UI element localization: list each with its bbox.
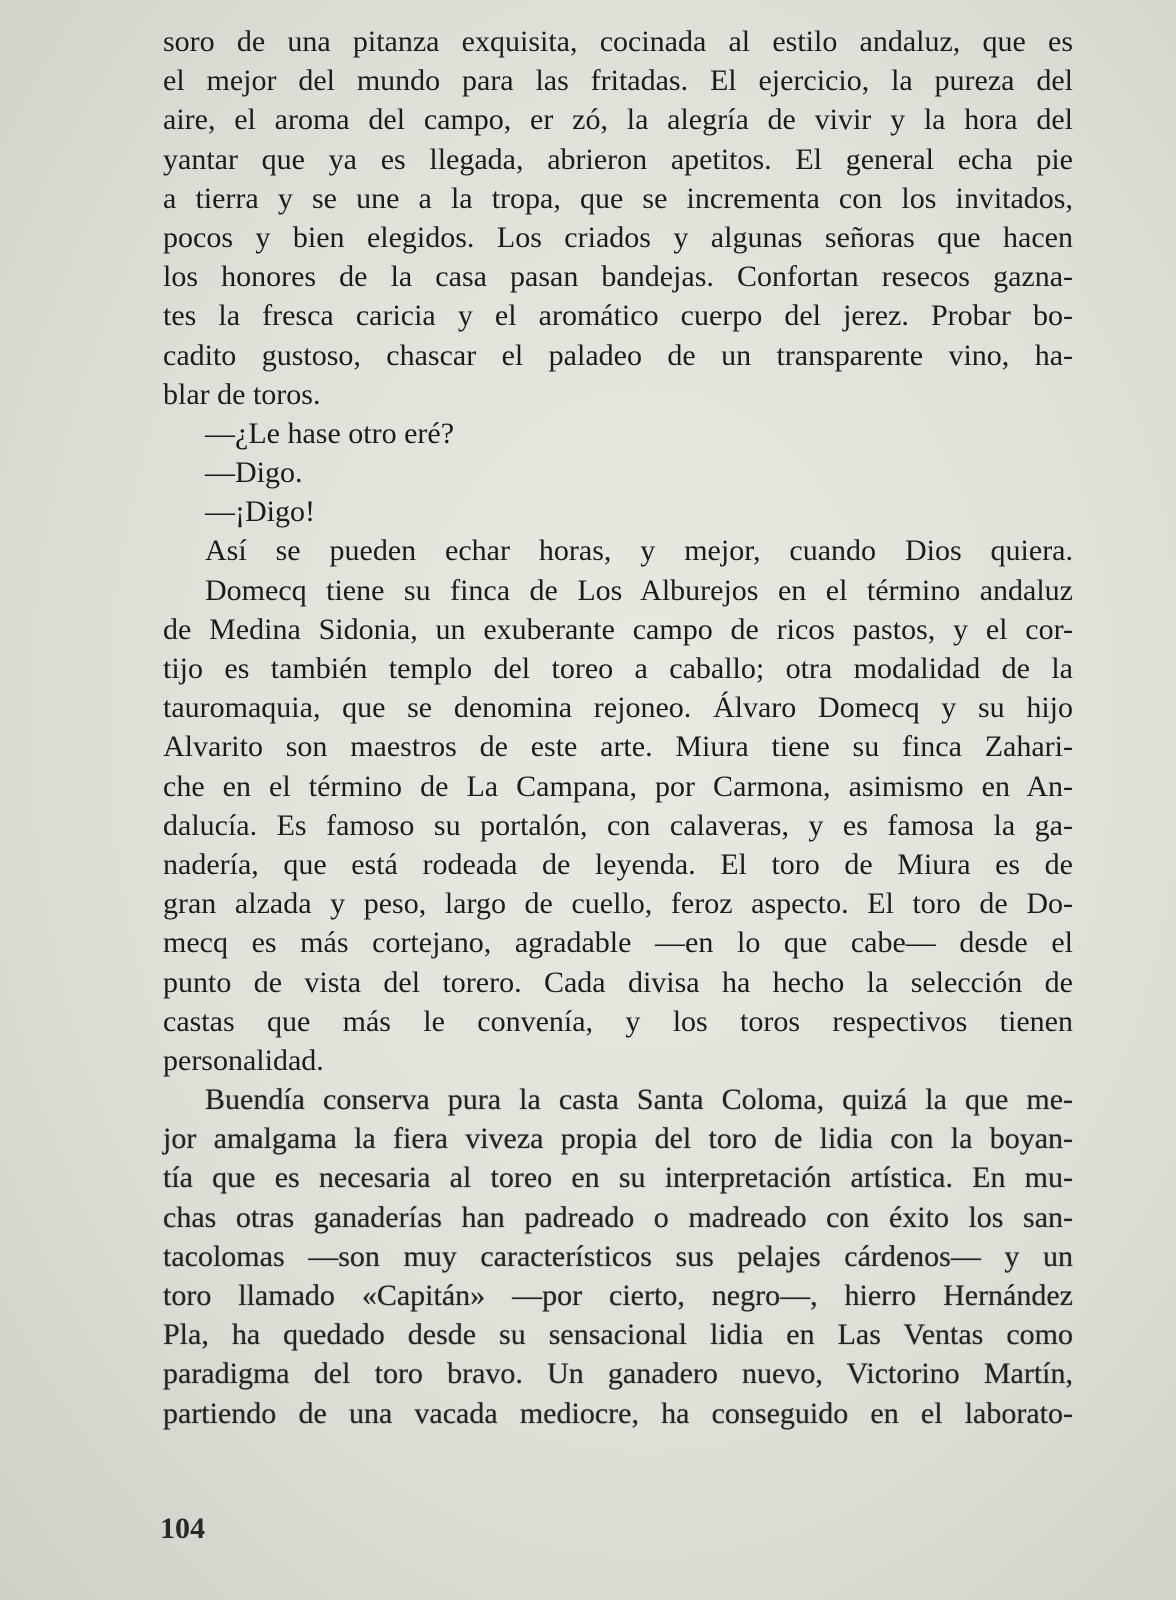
text-line: gran alzada y peso, largo de cuello, feroz aspecto. El toro de Do- [163, 887, 1073, 921]
text-line: —¿Le hase otro eré? [205, 416, 455, 450]
text-line: chas otras ganaderías han padreado o madreado con éxito los san- [163, 1200, 1073, 1234]
text-line: —Digo. [205, 456, 303, 490]
text-line: partiendo de una vacada mediocre, ha conseguido en el laborato- [163, 1396, 1073, 1430]
text-line: soro de una pitanza exquisita, cocinada al estilo andaluz, que es [163, 25, 1073, 58]
text-line: tes la fresca caricia y el aromático cuerpo del jerez. Probar bo- [163, 299, 1073, 333]
text-line: dalucía. Es famoso su portalón, con calaveras, y es famosa la ga- [163, 808, 1073, 842]
text-line: personalidad. [163, 1043, 324, 1077]
text-line: Domecq tiene su finca de Los Alburejos en el término andaluz [205, 573, 1073, 607]
text-line: mecq es más cortejano, agradable —en lo que cabe— desde el [163, 926, 1073, 960]
text-line: Alvarito son maestros de este arte. Miura tiene su finca Zahari- [163, 730, 1073, 764]
text-line: a tierra y se une a la tropa, que se incrementa con los invitados, [163, 181, 1073, 215]
text-line: jor amalgama la fiera viveza propia del toro de lidia con la boyan- [163, 1122, 1073, 1156]
text-line: punto de vista del torero. Cada divisa ha hecho la selección de [163, 965, 1073, 999]
text-line: paradigma del toro bravo. Un ganadero nuevo, Victorino Martín, [163, 1357, 1073, 1391]
text-line: cadito gustoso, chascar el paladeo de un transparente vino, ha- [163, 338, 1073, 372]
text-line: tacolomas —son muy característicos sus pelajes cárdenos— y un [163, 1239, 1073, 1273]
body-text [163, 22, 1073, 1433]
text-line: blar de toros. [163, 377, 321, 411]
text-line: los honores de la casa pasan bandejas. Confortan resecos gazna- [163, 260, 1073, 294]
text-line: de Medina Sidonia, un exuberante campo de ricos pastos, y el cor- [163, 612, 1073, 646]
text-line: tijo es también templo del toreo a caballo; otra modalidad de la [163, 652, 1073, 685]
text-line: nadería, que está rodeada de leyenda. El toro de Miura es de [163, 847, 1073, 881]
text-line: tía que es necesaria al toreo en su interpretación artística. En mu- [163, 1161, 1073, 1195]
text-line: el mejor del mundo para las fritadas. El ejercicio, la pureza del [163, 64, 1073, 98]
text-line: che en el término de La Campana, por Carmona, asimismo en An- [163, 769, 1073, 803]
text-line: tauromaquia, que se denomina rejoneo. Álvaro Domecq y su hijo [163, 691, 1073, 725]
text-line: —¡Digo! [205, 495, 315, 529]
page-number: 104 [160, 1512, 205, 1545]
text-line: pocos y bien elegidos. Los criados y algunas señoras que hacen [163, 220, 1073, 254]
text-line: aire, el aroma del campo, er zó, la alegría de vivir y la hora del [163, 103, 1073, 137]
text-line: castas que más le convenía, y los toros respectivos tienen [163, 1004, 1073, 1038]
text-line: Pla, ha quedado desde su sensacional lidia en Las Ventas como [163, 1318, 1073, 1352]
text-line: yantar que ya es llegada, abrieron apetitos. El general echa pie [163, 142, 1073, 176]
text-line: toro llamado «Capitán» —por cierto, negro—, hierro Hernández [163, 1279, 1073, 1312]
text-line: Buendía conserva pura la casta Santa Coloma, quizá la que me- [205, 1083, 1073, 1117]
text-line: Así se pueden echar horas, y mejor, cuando Dios quiera. [205, 534, 1073, 568]
